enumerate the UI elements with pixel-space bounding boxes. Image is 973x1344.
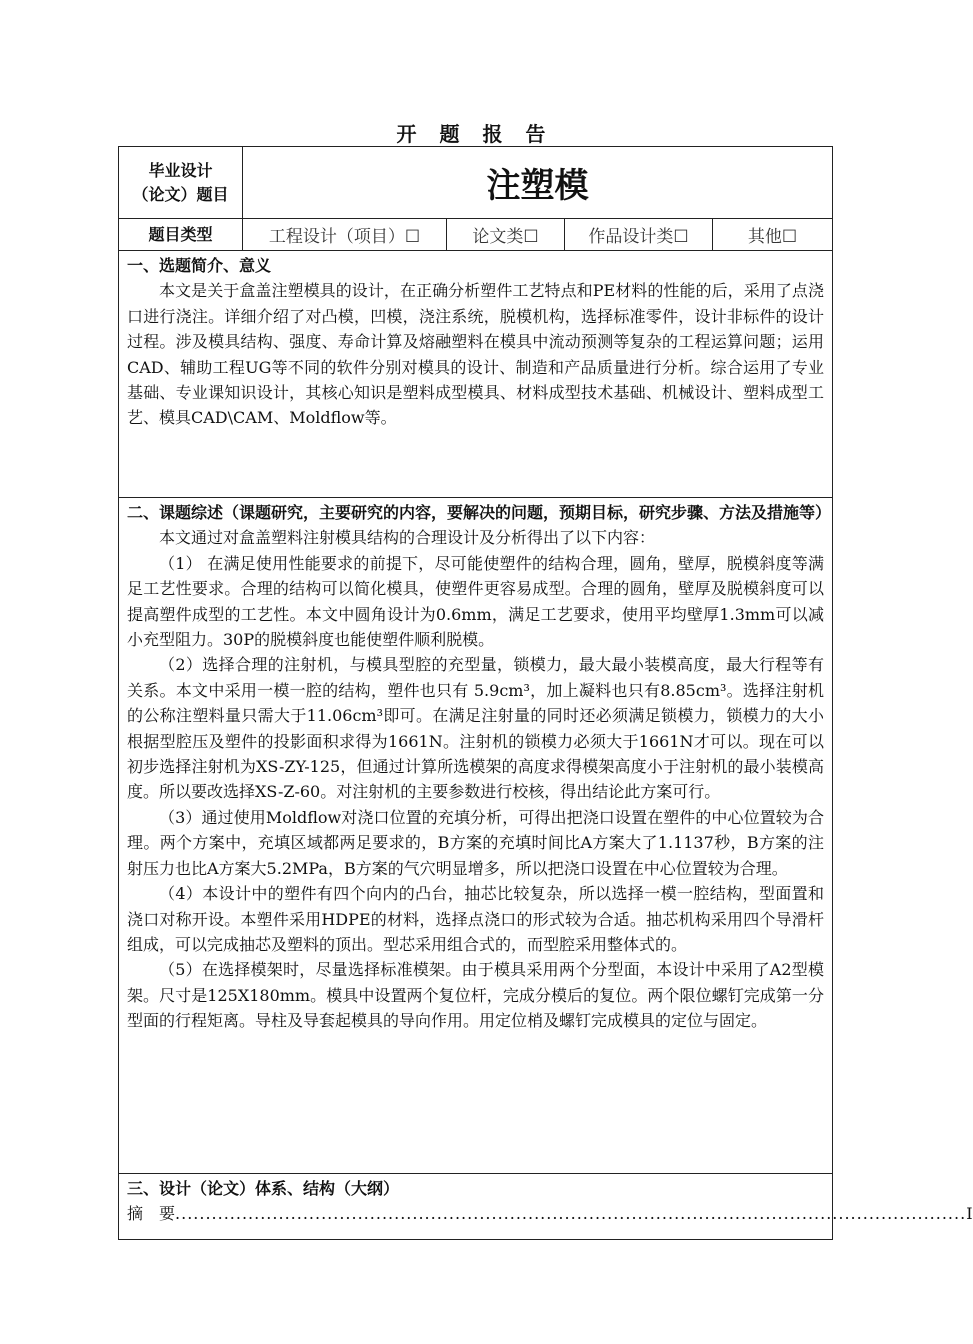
section2-paragraph: （2）选择合理的注射机，与模具型腔的充型量，锁模力，最大最小装模高度，最大行程等有关系。本文中采用一模一腔的结构，塑件也只有 5.9cm³，加上凝料也只有8.85cm³。选择注射机的公称注塑料量只需大于11.06cm³即可。在满足注射量的同时还必须满足锁模力，锁模力的大小根据型腔压及塑件的投影面积求得为1661N。注射机的锁模力必须大于1661N才可以。现在可以初步选择注射机为XS-ZY-125，但通过计算所选模架的高度求得模架高度小于注射机的最小装模高度。所以要改选择XS-Z-60。对注射机的主要参数进行校核，得出结论此方案可行。: [127, 655, 824, 802]
type-option-thesis[interactable]: 论文类☐: [447, 219, 565, 251]
type-option-work-design[interactable]: 作品设计类☐: [565, 219, 713, 251]
topic-label: [119, 147, 243, 219]
section2-paragraph: （3）通过使用Moldflow对浇口位置的充填分析，可得出把浇口设置在塑件的中心位置较为合理。两个方案中，充填区域都两足要求的，B方案的充填时间比A方案大了1.1137秒，B方案的注射压力也比A方案大5.2MPa，B方案的气穴明显增多，所以把浇口设置在中心位置较为合理。: [127, 807, 824, 878]
topic-label-line1: 毕业设计: [148, 160, 213, 180]
type-option-other[interactable]: 其他☐: [713, 219, 833, 251]
section3-heading: 三、设计（论文）体系、结构（大纲）: [127, 1179, 400, 1198]
section1-heading: 一、选题简介、意义: [127, 256, 272, 275]
section1-row: [119, 251, 833, 498]
topic-label-line2: （论文）题目: [132, 184, 229, 204]
toc-label: 摘 要: [127, 1204, 176, 1224]
section2-paragraph: 本文通过对盒盖塑料注射模具结构的合理设计及分析得出了以下内容：: [159, 528, 656, 548]
section2-paragraph: （1） 在满足使用性能要求的前提下，尽可能使塑件的结构合理，圆角，壁厚，脱模斜度等满足工艺性要求。合理的结构可以简化模具，使塑件更容易成型。合理的圆角，壁厚及脱模斜度可以提高塑件成型的工艺性。本文中圆角设计为0.6mm，满足工艺要求，使用平均壁厚1.3mm可以减小充型阻力。30P的脱模斜度也能使塑件顺利脱模。: [127, 553, 824, 650]
type-option-engineering[interactable]: 工程设计（项目）☐: [243, 219, 447, 251]
toc-entry-abstract[interactable]: [127, 1201, 973, 1226]
proposal-table: [118, 146, 973, 1240]
toc-dot-leader: ..................................................................................................................................: [175, 1204, 967, 1224]
section2-heading: 二、课题综述（课题研究，主要研究的内容，要解决的问题，预期目标，研究步骤、方法及措施等）: [127, 503, 832, 522]
section1-body: 本文是关于盒盖注塑模具的设计，在正确分析塑件工艺特点和PE材料的性能的后，采用了点浇口进行浇注。详细介绍了对凸模，凹模，浇注系统，脱模机构，选择标准零件，设计非标件的设计过程。涉及模具结构、强度、寿命计算及熔融塑料在模具中流动预测等复杂的工程运算问题；运用CAD、辅助工程UG等不同的软件分别对模具的设计、制造和产品质量进行分析。综合运用了专业基础、专业课知识设计，其核心知识是塑料成型模具、材料成型技术基础、机械设计、塑料成型工艺、模具CAD\CAM、Moldflow等。: [127, 281, 824, 428]
type-label: 题目类型: [119, 219, 243, 251]
topic-row: [119, 147, 833, 219]
section3-row: [119, 1174, 833, 1240]
section2-cell: [119, 498, 833, 1174]
type-row: [119, 219, 833, 251]
section2-row: [119, 498, 833, 1174]
report-title: 开 题 报 告: [396, 122, 554, 146]
section2-paragraph: （5）在选择模架时，尽量选择标准模架。由于模具采用两个分型面，本设计中采用了A2型模架。尺寸是125X180mm。模具中设置两个复位杆，完成分模后的复位。两个限位螺钉完成第一分型面的行程矩离。导柱及导套起模具的导向作用。用定位梢及螺钉完成模具的定位与固定。: [127, 960, 824, 1031]
section3-cell: [119, 1174, 973, 1240]
section2-paragraph: （4）本设计中的塑件有四个向内的凸台，抽芯比较复杂，所以选择一模一腔结构，型面置和浇口对称开设。本塑件采用HDPE的材料，选择点浇口的形式较为合适。抽芯机构采用四个导滑杆组成，可以完成抽芯及塑料的顶出。型芯采用组合式的，而型腔采用整体式的。: [127, 884, 824, 954]
toc-page-number: I: [966, 1204, 973, 1224]
section1-cell: [119, 251, 833, 498]
topic-title: 注塑模: [243, 147, 833, 219]
